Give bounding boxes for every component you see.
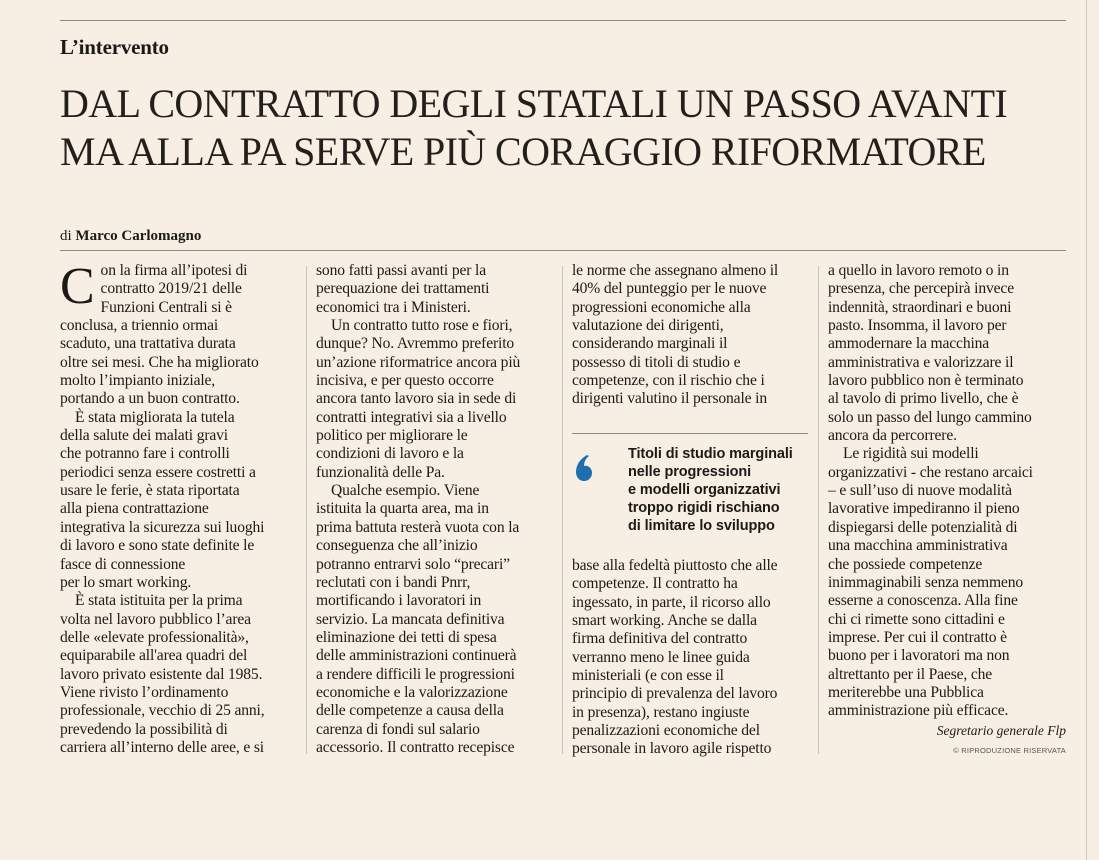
text-line: delle competenze a causa della	[316, 702, 504, 720]
text-line: professionale, vecchio di 25 anni,	[60, 702, 265, 720]
text-line: sono fatti passi avanti per la	[316, 262, 487, 279]
text-line: ancora da percorrere.	[828, 427, 957, 445]
text-line: È stata migliorata la tutela	[60, 408, 235, 426]
text-line: considerando marginali il	[572, 335, 728, 353]
text-line: ammodernare la macchina	[828, 335, 990, 353]
text-line: 40% del punteggio per le nuove	[572, 280, 767, 298]
text-line: possesso di titoli di studio e	[572, 353, 741, 371]
text-line: integrativa la sicurezza sui luoghi	[60, 518, 265, 536]
text-line: di lavoro e sono state definite le	[60, 537, 255, 555]
author-name: Marco Carlomagno	[75, 228, 202, 244]
text-line: conseguenza che all’inizio	[316, 537, 478, 555]
text-line: in presenza), restano ingiuste	[572, 703, 750, 721]
text-line: eliminazione dei tetti di spesa	[316, 628, 497, 646]
text-line: presenza, che percepirà invece	[828, 280, 1014, 298]
text-line: scaduto, una trattativa durata	[60, 335, 236, 353]
text-line: contratti integrativi sia a livello	[316, 408, 507, 426]
headline-line-1: DAL CONTRATTO DEGLI STATALI UN PASSO AVANTI	[60, 81, 1008, 126]
text-line: meriterebbe una Pubblica	[828, 683, 984, 701]
text-line: buono per i lavoratori ma non	[828, 647, 1010, 665]
text-line: – e sull’uso di nuove modalità	[828, 482, 1012, 500]
text-line: della salute dei malati gravi	[60, 427, 228, 445]
text-line: nelle progressioni	[628, 464, 752, 480]
text-line: dunque? No. Avremmo preferito	[316, 335, 515, 353]
text-line: pasto. Insomma, il lavoro per	[828, 317, 1007, 335]
text-line: lavorative impediranno il pieno	[828, 500, 1020, 518]
text-line: progressioni economiche alla	[572, 298, 751, 316]
text-line: incisiva, e per questo occorre	[316, 372, 494, 390]
text-line: esserne a conoscenza. Alla fine	[828, 592, 1018, 610]
text-line: principio di prevalenza del lavoro	[572, 685, 778, 703]
byline	[60, 228, 201, 245]
page-edge-rule	[1086, 0, 1087, 860]
text-line: delle amministrazioni continuerà	[316, 647, 517, 665]
text-line: reclutati con i bandi Pnrr,	[316, 573, 471, 591]
text-line: dispiegarsi delle potenzialità di	[828, 518, 1018, 536]
text-line: solo un passo del lungo cammino	[828, 408, 1032, 426]
text-line: personale in lavoro agile rispetto	[572, 740, 772, 758]
text-line: dirigenti valutino il personale in	[572, 390, 767, 408]
text-line: base alla fedeltà piuttosto che alle	[572, 557, 778, 574]
text-line: e modelli organizzativi	[628, 482, 781, 498]
text-line: fasce di connessione	[60, 555, 186, 573]
top-rule	[60, 20, 1066, 21]
quote-mark-icon	[574, 455, 596, 481]
column-3-text-top	[572, 262, 808, 409]
text-line: chi ci rimette sono cittadini e	[828, 610, 1005, 628]
text-line: condizioni di lavoro e la	[316, 445, 464, 463]
text-line: che possiede competenze	[828, 555, 983, 573]
pull-quote	[572, 433, 808, 534]
text-line: le norme che assegnano almeno il	[572, 262, 779, 279]
column-separator	[818, 266, 819, 754]
text-line: carenza di fondi sul salario	[316, 720, 480, 738]
text-line: amministrazione più efficace.	[828, 702, 1009, 720]
article-column-3-bottom	[572, 557, 808, 759]
text-line: competenze, con il rischio che i	[572, 372, 765, 390]
text-line: competenze. Il contratto ha	[572, 575, 738, 593]
text-line: perequazione dei trattamenti	[316, 280, 490, 298]
text-line: una macchina amministrativa	[828, 537, 1008, 555]
text-line: funzionalità delle Pa.	[316, 463, 445, 481]
text-line: a quello in lavoro remoto o in	[828, 262, 1009, 279]
text-line: prevedendo la possibilità di	[60, 720, 228, 738]
text-line: molto l’impianto iniziale,	[60, 372, 216, 390]
pull-quote-text	[628, 445, 818, 535]
text-line: che potranno fare i controlli	[60, 445, 230, 463]
column-separator	[306, 266, 307, 754]
text-line: economiche e la valorizzazione	[316, 683, 508, 701]
text-line: Qualche esempio. Viene	[316, 482, 480, 500]
text-line: ancora tanto lavoro sia in sede di	[316, 390, 517, 408]
text-line: alla piena contrattazione	[60, 500, 209, 518]
text-line: lavoro pubblico non è terminato	[828, 372, 1024, 390]
text-line: contratto 2019/21 delle	[100, 280, 242, 298]
text-line: organizzativi - che restano arcaici	[828, 463, 1033, 481]
column-2-text	[316, 262, 552, 757]
text-line: istituita la quarta area, ma in	[316, 500, 489, 518]
column-1-text	[60, 258, 296, 757]
text-line: troppo rigidi rischiano	[628, 500, 780, 516]
article-column-1	[60, 258, 296, 757]
text-line: oltre sei mesi. Che ha migliorato	[60, 353, 259, 371]
pull-quote-rule	[572, 433, 808, 434]
text-line: un’azione riformatrice ancora più	[316, 353, 521, 371]
author-signature: Segretario generale Flp	[936, 723, 1066, 738]
column-separator	[562, 266, 563, 754]
text-line: di limitare lo sviluppo	[628, 518, 775, 534]
text-line: imprese. Per cui il contratto è	[828, 628, 1007, 646]
text-line: lavoro privato esistente dal 1985.	[60, 665, 263, 683]
text-line: Le rigidità sui modelli	[828, 445, 979, 463]
section-kicker: L’intervento	[60, 35, 169, 59]
text-line: al tavolo di primo livello, che è	[828, 390, 1019, 408]
text-line: Titoli di studio marginali	[628, 446, 793, 462]
text-line: smart working. Anche se dalla	[572, 612, 757, 630]
text-line: on la firma all’ipotesi di	[100, 262, 248, 279]
text-line: per lo smart working.	[60, 573, 192, 591]
text-line: ingessato, in parte, il ricorso allo	[572, 593, 771, 611]
byline-prefix: di	[60, 228, 72, 244]
column-4-text	[828, 262, 1066, 721]
text-line: inimmaginabili senza nemmeno	[828, 573, 1024, 591]
text-line: servizio. La mancata definitiva	[316, 610, 505, 628]
drop-cap: C	[60, 258, 95, 315]
text-line: carriera all’interno delle aree, e si	[60, 738, 264, 756]
text-line: usare le ferie, è stata riportata	[60, 482, 240, 500]
article-column-2	[316, 262, 552, 757]
text-line: Un contratto tutto rose e fiori,	[316, 317, 513, 335]
text-line: verranno meno le linee guida	[572, 648, 750, 666]
text-line: altrettanto per il Paese, che	[828, 665, 993, 683]
text-line: Funzioni Centrali si è	[100, 298, 232, 316]
copyright-notice: © RIPRODUZIONE RISERVATA	[953, 746, 1066, 755]
text-line: conclusa, a triennio ormai	[60, 317, 219, 335]
text-line: portando a un buon contratto.	[60, 390, 240, 408]
text-line: volta nel lavoro pubblico l’area	[60, 610, 251, 628]
text-line: economici tra i Ministeri.	[316, 298, 471, 316]
text-line: politico per migliorare le	[316, 427, 468, 445]
text-line: È stata istituita per la prima	[60, 592, 243, 610]
text-line: penalizzazioni economiche del	[572, 722, 760, 740]
text-line: indennità, straordinari e buoni	[828, 298, 1012, 316]
byline-rule	[60, 250, 1066, 251]
text-line: potranno entrarvi solo “precari”	[316, 555, 510, 573]
text-line: firma definitiva del contratto	[572, 630, 748, 648]
column-3-text-bottom	[572, 557, 808, 759]
article-column-4	[828, 262, 1066, 721]
text-line: valutazione dei dirigenti,	[572, 317, 724, 335]
text-line: ministeriali (e con esse il	[572, 667, 724, 685]
text-line: periodici senza essere costretti a	[60, 463, 256, 481]
text-line: delle «elevate professionalità»,	[60, 628, 249, 646]
headline	[60, 80, 1080, 176]
text-line: Viene rivisto l’ordinamento	[60, 683, 229, 701]
text-line: prima battuta resterà vuota con la	[316, 518, 520, 536]
text-line: a rendere difficili le progressioni	[316, 665, 515, 683]
text-line: amministrativa e valorizzare il	[828, 353, 1014, 371]
text-line: accessorio. Il contratto recepisce	[316, 738, 515, 756]
text-line: equiparabile all'area quadri del	[60, 647, 248, 665]
text-line: mortificando i lavoratori in	[316, 592, 482, 610]
article-column-3-top	[572, 262, 808, 409]
headline-line-2: MA ALLA PA SERVE PIÙ CORAGGIO RIFORMATORE	[60, 129, 986, 174]
